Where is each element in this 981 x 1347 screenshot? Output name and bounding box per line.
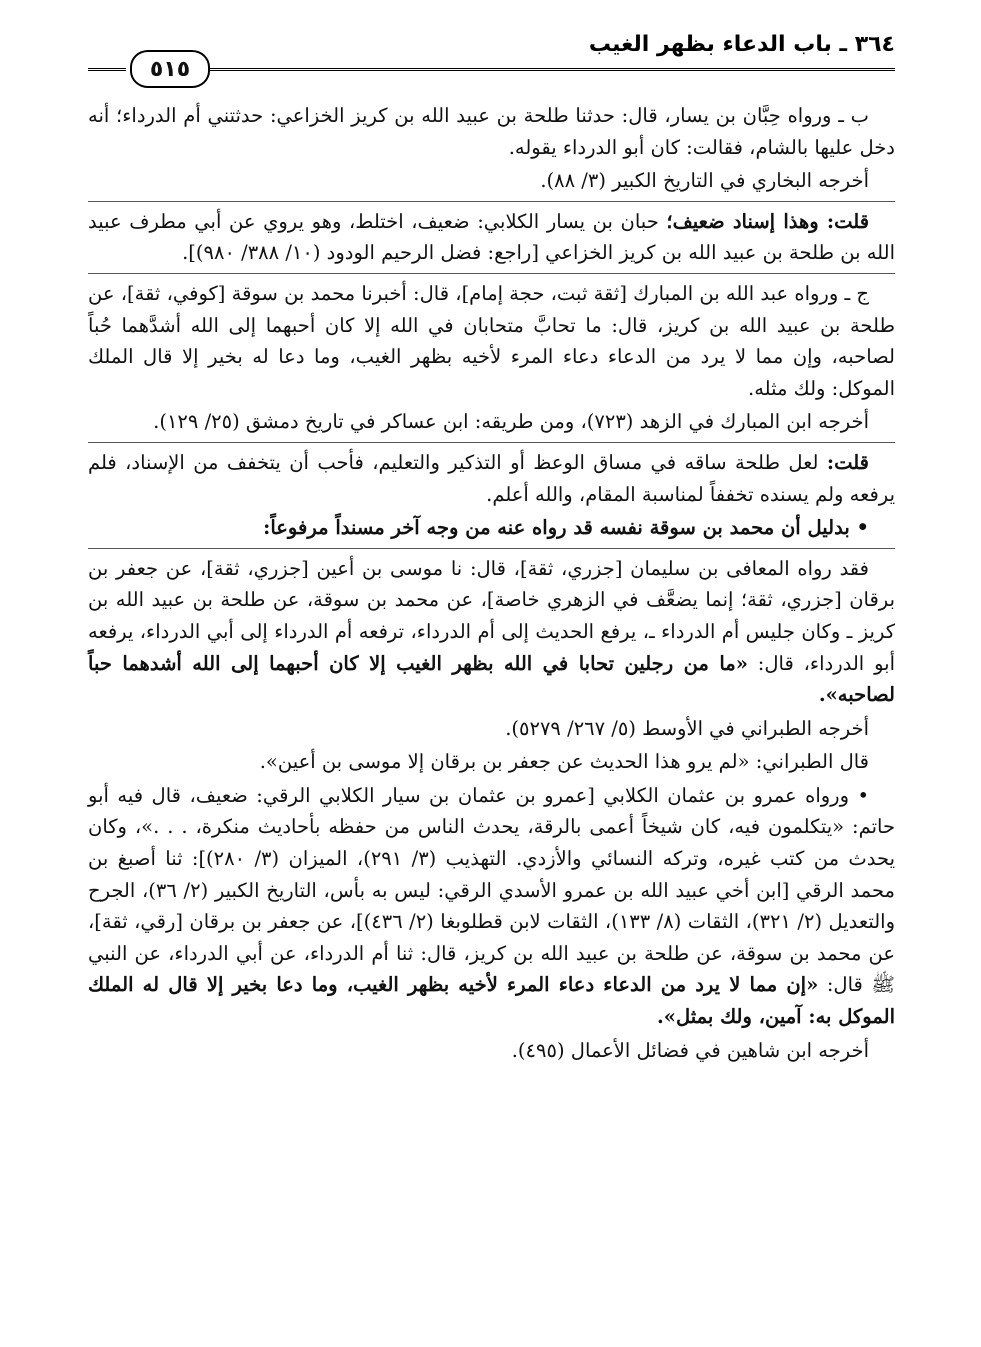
page-number: ٥١٥ xyxy=(149,56,191,82)
paragraph-5: أخرجه ابن المبارك في الزهد (٧٢٣)، ومن طريقه: ابن عساكر في تاريخ دمشق (٢٥/ ١٢٩). xyxy=(153,410,869,434)
page-number-badge xyxy=(130,50,210,88)
header-rule xyxy=(208,68,895,71)
page-body xyxy=(88,100,895,1068)
page-header xyxy=(88,30,895,90)
paragraph-6: قلت: لعل طلحة ساقه في مساق الوعظ أو التذكير والتعليم، فأحب أن يتخفف من الإسناد، فلم يرفعه ولم يسنده تخففاً لمناسبة المقام، والله أعلم. xyxy=(88,450,895,506)
paragraph-lead: قلت: وهذا إسناد ضعيف؛ xyxy=(666,209,870,233)
section-divider xyxy=(88,201,895,202)
paragraph-11: • ورواه عمرو بن عثمان الكلابي [عمرو بن عثمان بن سيار الكلابي الرقي: ضعيف، قال فيه أبو حاتم: «يتكلمون فيه، كان شيخاً أعمى بالرقة، يحدث الناس من حفظه بأحاديث منكرة، . . .»، وكان يحدث من كتب غيره، وتركه النسائي والأزدي. التهذيب (٣/ ٢٩١)، الميزان (٣/ ٢٨٠)]: ثنا أصبغ بن محمد الرقي [ابن أخي عبيد الله بن عمرو الأسدي الرقي: ليس به بأس، التاريخ الكبير (٢/ ٣٦)، الجرح والتعديل (٢/ ٣٢١)، الثقات (٨/ ١٣٣)، الثقات لابن قطلوبغا (٢/ ٤٣٦)]، عن جعفر بن برقان [رقي، ثقة]، عن محمد بن سوقة، عن طلحة بن عبيد الله بن كريز، قال: ثنا أم الدرداء، عن أبي الدرداء، عن النبي ﷺ قال: «إن مما لا يرد من الدعاء دعاء المرء لأخيه بظهر الغيب، وما دعا بخير إلا قال له الملك الموكل به: آمين، ولك بمثل». xyxy=(88,783,895,1029)
header-rule-left xyxy=(88,68,126,71)
chapter-title: ٣٦٤ ـ باب الدعاء بظهر الغيب xyxy=(588,32,895,57)
paragraph-4: ج ـ ورواه عبد الله بن المبارك [ثقة ثبت، حجة إمام]، قال: أخبرنا محمد بن سوقة [كوفي، ثقة]، عن طلحة بن عبيد الله بن كريز، قال: ما تحابَّ متحابان في الله إلا كان أحبهما إلى الله أشدَّهما حُباً لصاحبه، وإن مما لا يرد من الدعاء دعاء المرء لأخيه بظهر الغيب، وما دعا له بخير إلا قال الملك الموكل: ولك مثله. xyxy=(88,281,895,400)
paragraph-8: فقد رواه المعافى بن سليمان [جزري، ثقة]، قال: نا موسى بن أعين [جزري، ثقة]، عن جعفر بن برقان [جزري، ثقة؛ إنما يضعَّف في الزهري خاصة]، عن محمد بن سوقة، عن طلحة بن عبيد الله بن كريز ـ وكان جليس أم الدرداء ـ، يرفع الحديث إلى أم الدرداء، ترفعه أم الدرداء إلى أبي الدرداء، يرفعه أبو الدرداء، قال: «ما من رجلين تحابا في الله بظهر الغيب إلا كان أحبهما إلى الله أشدهما حباً لصاحبه». xyxy=(88,556,895,707)
paragraph-12: أخرجه ابن شاهين في فضائل الأعمال (٤٩٥). xyxy=(511,1038,869,1062)
section-divider xyxy=(88,273,895,274)
section-divider xyxy=(88,548,895,549)
paragraph-9: أخرجه الطبراني في الأوسط (٥/ ٢٦٧/ ٥٢٧٩). xyxy=(505,716,869,740)
section-divider xyxy=(88,442,895,443)
paragraph-2: أخرجه البخاري في التاريخ الكبير (٣/ ٨٨). xyxy=(540,169,869,193)
paragraph-lead: • بدليل أن محمد بن سوقة نفسه قد رواه عنه من وجه آخر مسنداً مرفوعاً: xyxy=(263,516,869,540)
paragraph-3: قلت: وهذا إسناد ضعيف؛ حبان بن يسار الكلابي: ضعيف، اختلط، وهو يروي عن أبي مطرف عبيد الله بن طلحة بن عبيد الله بن كريز الخزاعي [راجع: فضل الرحيم الودود (١٠/ ٣٨٨/ ٩٨٠)]. xyxy=(88,209,895,265)
paragraph-7 xyxy=(88,512,895,544)
paragraph-10: قال الطبراني: «لم يرو هذا الحديث عن جعفر بن برقان إلا موسى بن أعين». xyxy=(259,750,869,774)
hadith-text: «إن مما لا يرد من الدعاء دعاء المرء لأخيه بظهر الغيب، وما دعا بخير إلا قال له الملك الموكل به: آمين، ولك بمثل». xyxy=(88,973,895,1029)
paragraph-lead: قلت: xyxy=(826,450,869,474)
hadith-text: «ما من رجلين تحابا في الله بظهر الغيب إلا كان أحبهما إلى الله أشدهما حباً لصاحبه». xyxy=(88,651,895,707)
paragraph-1: ب ـ ورواه حِبَّان بن يسار، قال: حدثنا طلحة بن عبيد الله بن كريز الخزاعي: حدثتني أم الدرداء؛ أنه دخل عليها بالشام، فقالت: كان أبو الدرداء يقوله. xyxy=(88,104,895,159)
